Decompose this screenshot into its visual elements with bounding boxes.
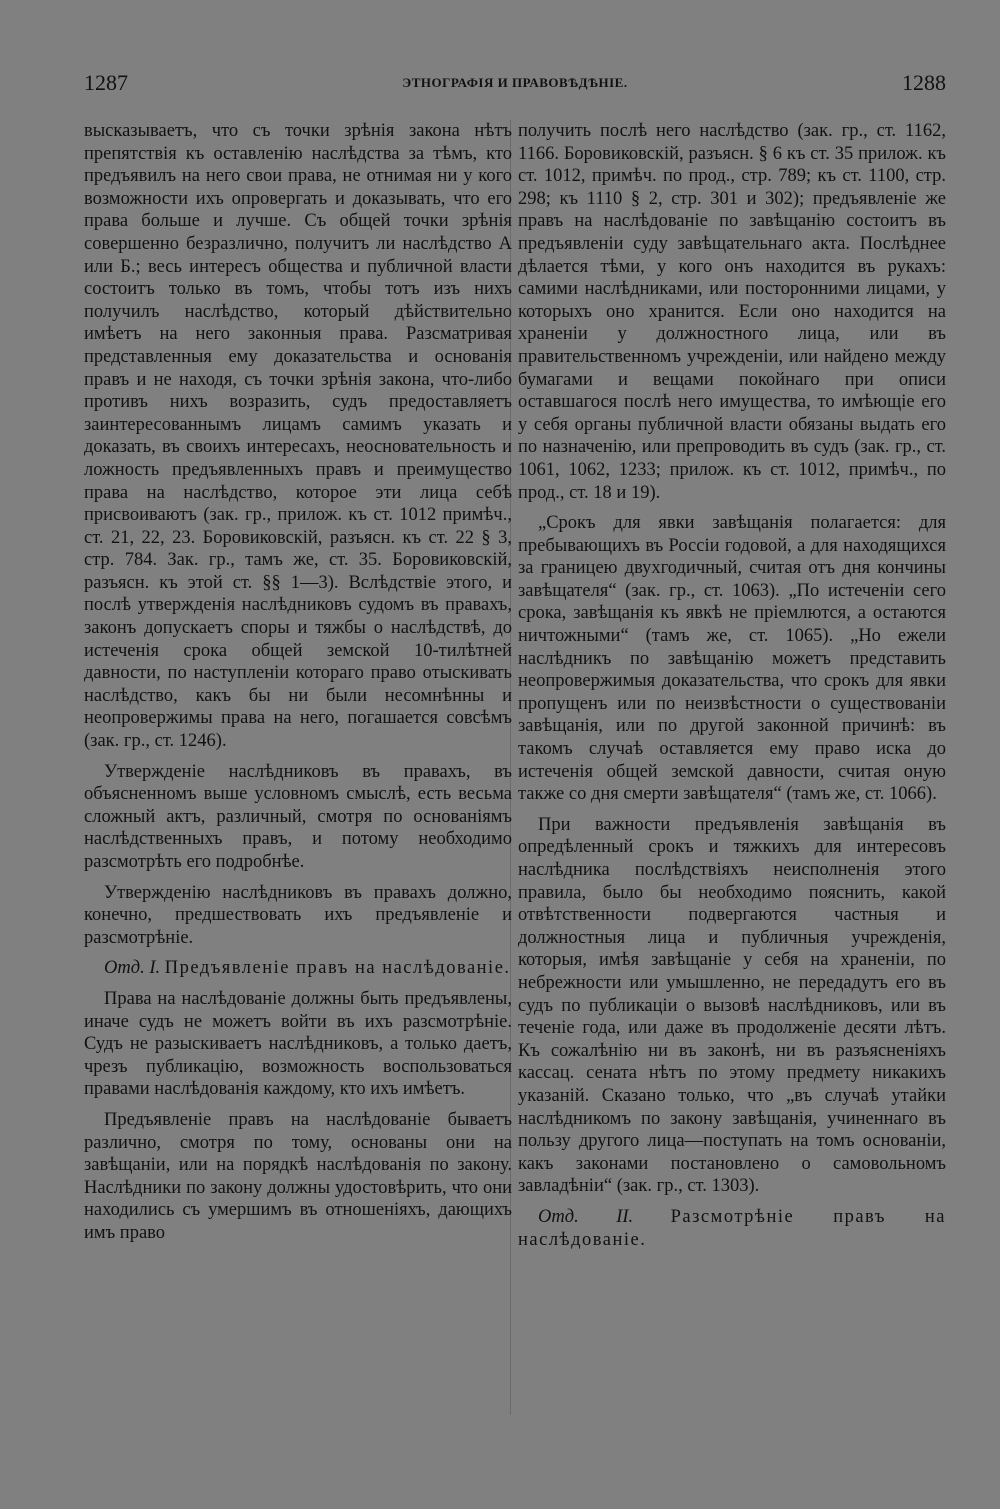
page-number-right: 1288	[902, 70, 946, 95]
paragraph: Права на наслѣдованіе должны быть предъявлены, иначе судъ не можетъ войти въ ихъ разсмотрѣніе. Судъ не разыскиваетъ наслѣдниковъ, а только даетъ, чрезъ публикацію, возможность воспользоваться правами наслѣдованія каждому, кто ихъ имѣетъ.	[84, 988, 512, 1100]
right-column	[518, 120, 946, 1251]
paragraph: высказываетъ, что съ точки зрѣнія закона нѣтъ препятствія къ оставленію наслѣдства за тѣмъ, кто предъявилъ на него свои права, не отнимая ни у кого возможности ихъ опровергать и доказывать, что его права больше и лучше. Съ общей точки зрѣнія совершенно безразлично, получитъ ли наслѣдство А или Б.; весь интересъ общества и публичной власти состоитъ только въ томъ, чтобы тотъ изъ нихъ получилъ наслѣдство, который дѣйствительно имѣетъ на него законныя права. Разсматривая представленныя ему доказательства и основанія правъ и не находя, съ точки зрѣнія закона, что-либо противъ нихъ возразить, судъ предоставляетъ заинтересованнымъ лицамъ самимъ указать и доказать, въ своихъ интересахъ, неосновательность и ложность предъявленныхъ правъ и преимущество права на наслѣдство, которое эти лица себѣ присвоиваютъ (зак. гр., прилож. къ ст. 1012 примѣч., ст. 21, 22, 23. Боровиковскій, разъясн. къ ст. 22 § 3, стр. 784. Зак. гр., тамъ же, ст. 35. Боровиковскій, разъясн. къ этой ст. §§ 1—3). Вслѣдствіе этого, и послѣ утвержденія наслѣдниковъ судомъ въ правахъ, законъ допускаетъ споры и тяжбы о наслѣдствѣ, до истеченія срока общей земской 10-тилѣтней давности, по наступленіи котораго право отыскивать наслѣдство, какъ бы ни были несомнѣнны и неопровержимы права на него, погашается совсѣмъ (зак. гр., ст. 1246).	[84, 121, 512, 752]
section-number: Отд. II.	[538, 1206, 634, 1227]
page-header	[84, 70, 946, 98]
section-heading	[84, 957, 512, 980]
paragraph: Утвержденіе наслѣдниковъ въ правахъ, въ объясненномъ выше условномъ смыслѣ, есть весьма сложный актъ, различный, смотря по основаніямъ наслѣдственныхъ правъ, и потому необходимо разсмотрѣть его подробнѣе.	[84, 761, 512, 872]
section-title: Разсмотрѣніе правъ на наслѣдованіе.	[518, 1206, 946, 1250]
paragraph: „Срокъ для явки завѣщанія полагается: для пребывающихъ въ Россіи годовой, а для находящихся за границею двухгодичный, считая отъ дня кончины завѣщателя“ (зак. гр., ст. 1063). „По истеченіи сего срока, завѣщанія къ явкѣ не пріемлются, а остаются ничтожными“ (тамъ же, ст. 1065). „Но ежели наслѣдникъ по завѣщанію можетъ представить неопровержимыя доказательства, что срокъ для явки пропущенъ или по неизвѣстности о существованіи завѣщанія, или по другой законной причинѣ: въ такомъ случаѣ оставляется ему право иска до истеченія общей земской давности, считая оную также со дня смерти завѣщателя“ (тамъ же, ст. 1066).	[518, 513, 946, 805]
section-heading	[518, 1206, 946, 1251]
paragraph: Предъявленіе правъ на наслѣдованіе бываетъ различно, смотря по тому, основаны они на завѣщаніи, или на порядкѣ наслѣдованія по закону. Наслѣдники по закону должны удостовѣрить, что они находились съ умершимъ въ отношеніяхъ, дающихъ имъ право	[84, 1109, 512, 1243]
running-title: ЭТНОГРАФІЯ И ПРАВОВѢДѢНІЕ.	[402, 75, 628, 90]
left-column	[84, 120, 512, 1245]
paragraph: получить послѣ него наслѣдство (зак. гр., ст. 1162, 1166. Боровиковскій, разъясн. § 6 къ ст. 35 прилож. къ ст. 1012, примѣч. по прод., стр. 789; къ ст. 1100, стр. 298; къ 1110 § 2, стр. 301 и 302); предъявленіе же правъ на наслѣдованіе по завѣщанію состоитъ въ предъявленіи суду завѣщательнаго акта. Послѣднее дѣлается тѣми, у кого онъ находится въ рукахъ: самими наслѣдниками, или посторонними лицами, у которыхъ оно хранится. Если оно находится на храненіи у должностного лица, или въ правительственномъ учрежденіи, или найдено между бумагами и вещами покойнаго при описи оставшагося послѣ него имущества, то имѣющіе его у себя органы публичной власти обязаны выдать его по назначенію, или препроводить въ судъ (зак. гр., ст. 1061, 1062, 1233; прилож. къ ст. 1012, примѣч., по прод., ст. 18 и 19).	[518, 121, 946, 503]
paragraph: При важности предъявленія завѣщанія въ опредѣленный срокъ и тяжкихъ для интересовъ наслѣдника послѣдствіяхъ неисполненія этого правила, было бы необходимо пояснить, какой отвѣтственности подвергаются частныя и должностныя лица и публичныя учрежденія, которыя, имѣя завѣщаніе у себя на храненіи, по небрежности или умышленно, не передадутъ его въ судъ по публикаціи о вызовѣ наслѣдниковъ, или въ теченіе года, или даже въ продолженіе десяти лѣтъ. Къ сожалѣнію ни въ законѣ, ни въ разъясненіяхъ кассац. сената нѣтъ по этому предмету никакихъ указаній. Сказано только, что „въ случаѣ утайки наслѣдникомъ по закону завѣщанія, учиненнаго въ пользу другого лица—поступать на томъ основаніи, какъ законами постановлено о самовольномъ завладѣніи“ (зак. гр., ст. 1303).	[518, 814, 946, 1197]
section-title: Предъявленіе правъ на наслѣдованіе.	[164, 958, 511, 979]
section-number: Отд. I.	[104, 958, 161, 979]
page-number-left: 1287	[84, 70, 128, 95]
paragraph: Утвержденію наслѣдниковъ въ правахъ должно, конечно, предшествовать ихъ предъявленіе и разсмотрѣніе.	[84, 882, 512, 948]
